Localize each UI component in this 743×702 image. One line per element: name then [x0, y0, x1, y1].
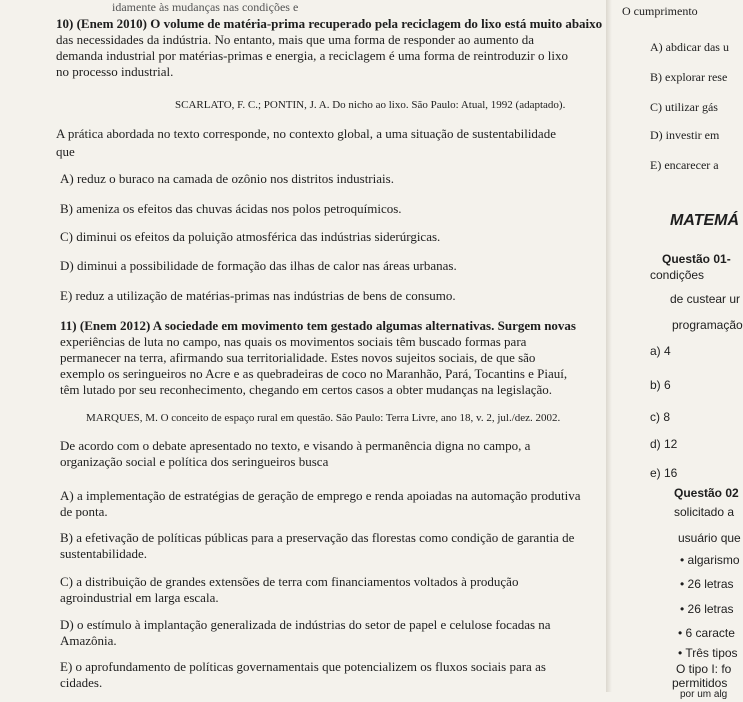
q2-bullet-2: • 26 letras [680, 577, 734, 591]
q1-fragment-line-3: programação [672, 318, 743, 332]
q1-option-e[interactable]: e) 16 [650, 466, 678, 480]
q2-fragment-title: Questão 02 [674, 486, 739, 500]
q1-option-d[interactable]: d) 12 [650, 437, 678, 451]
q11-prompt-2: organização social e política dos seringueiros busca [60, 454, 329, 469]
q2-tail-3: permitidos [672, 676, 728, 690]
q2-bullet-4: • 6 caracte [678, 626, 735, 640]
q10-option-c[interactable]: C) diminui os efeitos da poluição atmosférica das indústrias siderúrgicas. [60, 229, 441, 244]
q11-line-2: experiências de luta no campo, nas quais os movimentos sociais têm buscado formas para [60, 334, 527, 349]
q11-option-d-line-2: Amazônia. [60, 633, 117, 648]
q10-prompt-1: A prática abordada no texto corresponde, no contexto global, a uma situação de sustentabilidade [56, 126, 556, 141]
q11-option-c-line-1: C) a distribuição de grandes extensões de terra com financiamentos voltados à produção [60, 574, 519, 589]
q10-line-3: demanda industrial por matérias-primas e energia, a reciclagem é uma forma de reintroduzir o lixo [56, 48, 568, 63]
q11-line-1: 11) (Enem 2012) A sociedade em movimento tem gestado algumas alternativas. Surgem novas [60, 318, 576, 333]
q11-option-a-line-2: de ponta. [60, 504, 108, 519]
right-column [610, 0, 743, 700]
section-heading: MATEMÁ [670, 212, 740, 229]
q11-line-4: exemplo os seringueiros no Acre e as quebradeiras de coco no Maranhão, Pará, Tocantins e Piauí, [60, 366, 568, 381]
right-option-d[interactable]: D) investir em [650, 128, 720, 142]
q10-prompt-2: que [56, 144, 75, 159]
q11-source: MARQUES, M. O conceito de espaço rural em questão. São Paulo: Terra Livre, ano 18, v. 2, jul./dez. 2002. [86, 412, 561, 424]
q11-option-b-line-1: B) a efetivação de políticas públicas para a preservação das florestas como condição de garantia de [60, 530, 575, 545]
right-option-b[interactable]: B) explorar rese [650, 70, 728, 84]
q2-tail-1: • Três tipos [678, 646, 738, 660]
q10-option-d[interactable]: D) diminui a possibilidade de formação das ilhas de calor nas áreas urbanas. [60, 258, 457, 273]
q2-bullet-3: • 26 letras [680, 602, 734, 616]
right-option-a[interactable]: A) abdicar das u [650, 40, 729, 54]
q11-line-5: têm lutado por seu reconhecimento, chegando em certos casos a obter mudanças na legislação. [60, 382, 553, 397]
q10-option-b[interactable]: B) ameniza os efeitos das chuvas ácidas nos polos petroquímicos. [60, 201, 402, 216]
q2-fragment-line-1: solicitado a [674, 505, 735, 519]
q11-option-d-line-1: D) o estímulo à implantação generalizada de indústrias do setor de papel e celulose focadas na [60, 617, 551, 632]
q1-fragment-line-1: condições [650, 268, 705, 282]
right-prompt-fragment: O cumprimento [622, 4, 698, 18]
q10-line-2: das necessidades da indústria. No entanto, mais que uma forma de responder ao aumento da [56, 32, 534, 47]
q11-prompt-1: De acordo com o debate apresentado no texto, e visando à permanência digna no campo, a [60, 438, 531, 453]
q10-source: SCARLATO, F. C.; PONTIN, J. A. Do nicho ao lixo. São Paulo: Atual, 1992 (adaptado). [175, 99, 566, 111]
q11-option-c-line-2: agroindustrial em larga escala. [60, 590, 219, 605]
q11-option-e-line-2: cidades. [60, 675, 103, 690]
q2-fragment-line-2: usuário que [678, 531, 741, 545]
top-fragment: idamente às mudanças nas condições e [112, 0, 299, 14]
q1-option-a[interactable]: a) 4 [650, 344, 671, 358]
q11-option-a-line-1: A) a implementação de estratégias de geração de emprego e renda apoiadas na automação produtiva [60, 488, 581, 503]
q11-option-e-line-1: E) o aprofundamento de políticas governamentais que potencializem os fluxos sociais para as [60, 659, 546, 674]
right-option-c[interactable]: C) utilizar gás [650, 100, 718, 114]
right-option-e[interactable]: E) encarecer a [650, 158, 719, 172]
q1-option-b[interactable]: b) 6 [650, 378, 671, 392]
q10-option-e[interactable]: E) reduz a utilização de matérias-primas nas indústrias de bens de consumo. [60, 288, 456, 303]
q11-line-3: permanecer na terra, afirmando sua territorialidade. Estes novos sujeitos sociais, de que são [60, 350, 536, 365]
q1-fragment-line-2: de custear ur [670, 292, 741, 306]
q11-option-b-line-2: sustentabilidade. [60, 546, 148, 561]
q2-tail-4: por um alg [680, 689, 728, 700]
q2-bullet-1: • algarismo [680, 553, 740, 567]
q10-line-1: 10) (Enem 2010) O volume de matéria-prima recuperado pela reciclagem do lixo está muito abaixo [56, 16, 603, 31]
q1-option-c[interactable]: c) 8 [650, 410, 671, 424]
q2-tail-2: O tipo I: fo [676, 662, 732, 676]
q10-line-4: no processo industrial. [56, 64, 174, 79]
q10-option-a[interactable]: A) reduz o buraco na camada de ozônio nos distritos industriais. [60, 171, 394, 186]
q1-fragment-title: Questão 01- [662, 252, 731, 266]
